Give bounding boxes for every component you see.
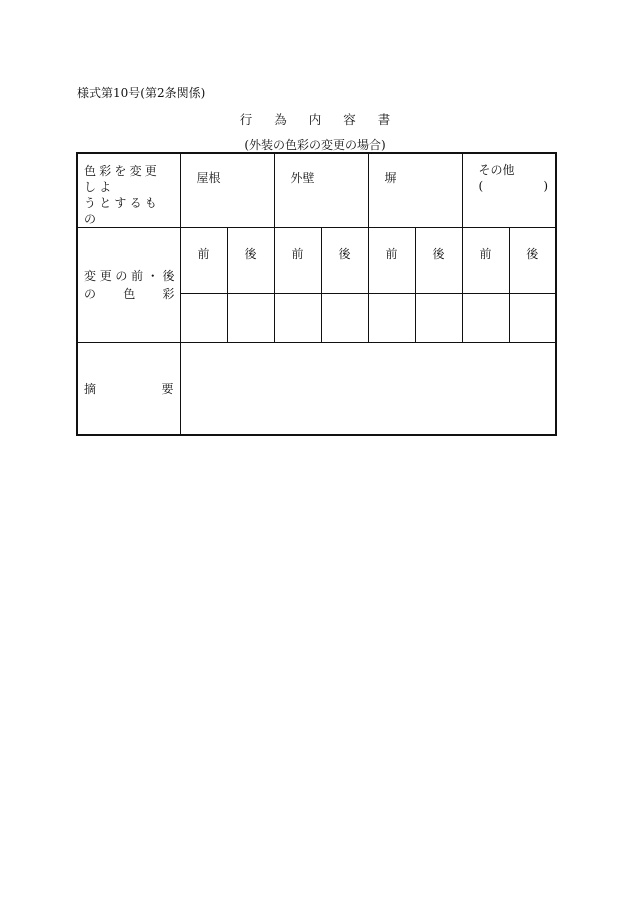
color-label-cell (77, 228, 180, 343)
fence-after-header: 後 (415, 228, 462, 294)
location-other (462, 153, 556, 228)
color-label-line1: 変 更 の 前 ・ 後 (84, 269, 175, 283)
document-subtitle: (外装の色彩の変更の場合) (244, 138, 386, 152)
roof-before-header: 前 (180, 228, 227, 294)
summary-input[interactable] (180, 343, 556, 436)
fence-after-input[interactable] (415, 294, 462, 343)
location-fence: 塀 (368, 153, 462, 228)
target-label-line1: 色彩を変更しよ (84, 164, 161, 194)
location-exterior-wall: 外壁 (274, 153, 368, 228)
summary-label-char1: 摘 (84, 382, 97, 396)
wall-after-header: 後 (321, 228, 368, 294)
wall-after-input[interactable] (321, 294, 368, 343)
document-title: 行為内容書 (239, 112, 413, 127)
paren-open: ( (478, 179, 484, 193)
target-label-line2: うとするもの (84, 196, 161, 226)
roof-before-input[interactable] (180, 294, 227, 343)
summary-label-char2: 要 (161, 382, 174, 396)
other-after-header: 後 (509, 228, 556, 294)
wall-before-input[interactable] (274, 294, 321, 343)
form-number: 様式第10号(第2条関係) (77, 86, 206, 100)
fence-before-input[interactable] (368, 294, 415, 343)
roof-after-input[interactable] (227, 294, 274, 343)
color-label-line2: の 色 彩 (84, 287, 175, 301)
roof-after-header: 後 (227, 228, 274, 294)
wall-before-header: 前 (274, 228, 321, 294)
location-other-parens (479, 178, 556, 194)
other-before-header: 前 (462, 228, 509, 294)
fence-before-header: 前 (368, 228, 415, 294)
summary-label-cell (77, 343, 180, 436)
location-other-label: その他 (478, 163, 515, 177)
other-after-input[interactable] (509, 294, 556, 343)
target-label-cell (77, 153, 180, 228)
other-before-input[interactable] (462, 294, 509, 343)
location-roof: 屋根 (180, 153, 274, 228)
form-table (76, 152, 557, 436)
paren-close: ) (543, 179, 549, 193)
